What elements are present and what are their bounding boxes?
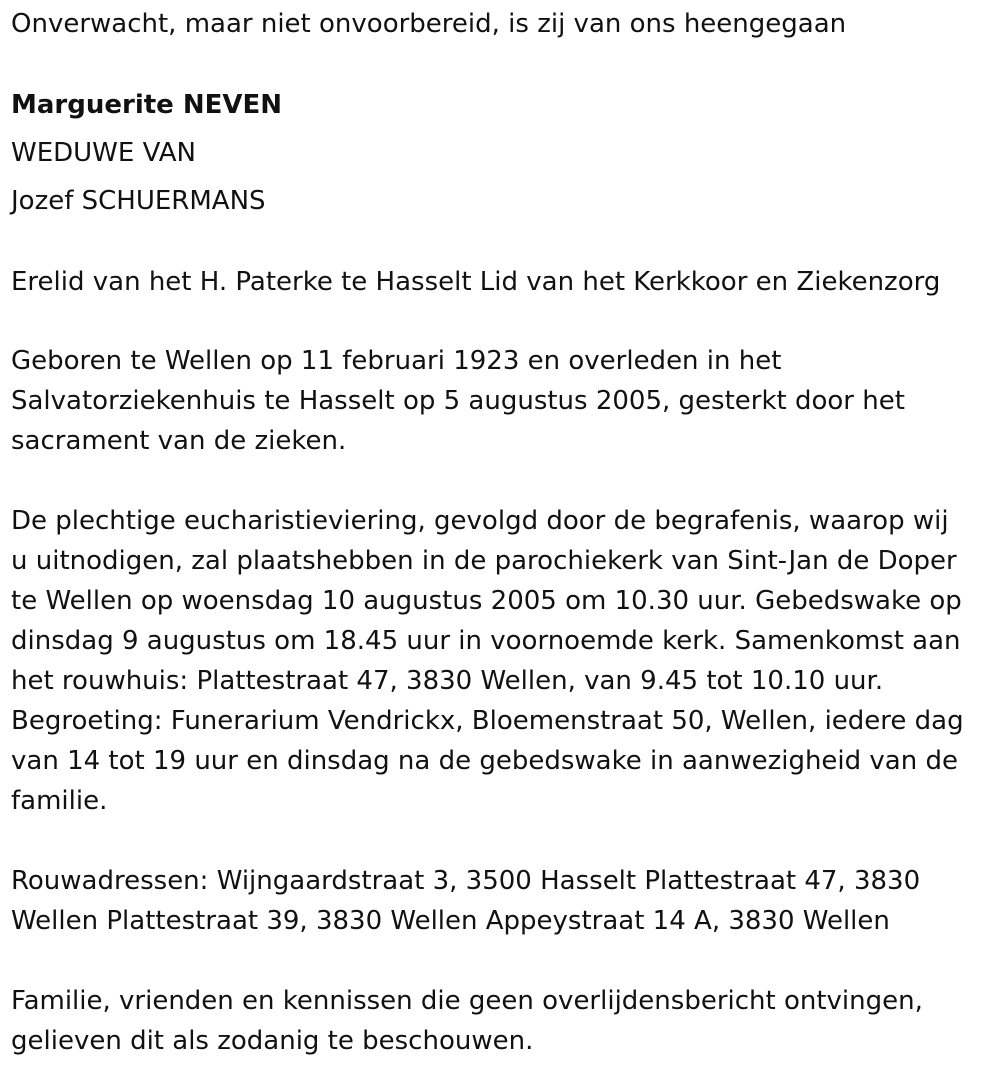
paragraph-line: De plechtige eucharistieviering, gevolgd door de begrafenis, waarop wij	[11, 506, 949, 536]
paragraph-line: Rouwadressen: Wijngaardstraat 3, 3500 Hasselt Plattestraat 47, 3830	[11, 866, 921, 896]
membership-text: Erelid van het H. Paterke te Hasselt Lid van het Kerkkoor en Ziekenzorg	[11, 267, 941, 297]
paragraph-line: Familie, vrienden en kennissen die geen overlijdensbericht ontvingen,	[11, 986, 923, 1016]
paragraph-line: het rouwhuis: Plattestraat 47, 3830 Wellen, van 9.45 tot 10.10 uur.	[11, 666, 884, 696]
paragraph-line: te Wellen op woensdag 10 augustus 2005 om 10.30 uur. Gebedswake op	[11, 586, 962, 616]
spouse-name: Jozef SCHUERMANS	[11, 186, 266, 216]
paragraph-line: u uitnodigen, zal plaatshebben in de parochiekerk van Sint-Jan de Doper	[11, 546, 957, 576]
paragraph-line: sacrament van de zieken.	[11, 426, 347, 456]
paragraph-line: gelieven dit als zodanig te beschouwen.	[11, 1026, 534, 1056]
deceased-name: Marguerite NEVEN	[11, 90, 283, 120]
relation-text: WEDUWE VAN	[11, 138, 196, 168]
intro-text: Onverwacht, maar niet onvoorbereid, is zij van ons heengegaan	[11, 9, 847, 39]
paragraph-line: Geboren te Wellen op 11 februari 1923 en overleden in het	[11, 346, 782, 376]
paragraph-line: Salvatorziekenhuis te Hasselt op 5 augustus 2005, gesterkt door het	[11, 386, 905, 416]
paragraph-line: dinsdag 9 augustus om 18.45 uur in voornoemde kerk. Samenkomst aan	[11, 626, 961, 656]
paragraph-line: Begroeting: Funerarium Vendrickx, Bloemenstraat 50, Wellen, iedere dag	[11, 706, 964, 736]
paragraph-line: familie.	[11, 786, 108, 816]
paragraph-line: van 14 tot 19 uur en dinsdag na de gebedswake in aanwezigheid van de	[11, 746, 958, 776]
paragraph-line: Wellen Plattestraat 39, 3830 Wellen Appeystraat 14 A, 3830 Wellen	[11, 906, 890, 936]
